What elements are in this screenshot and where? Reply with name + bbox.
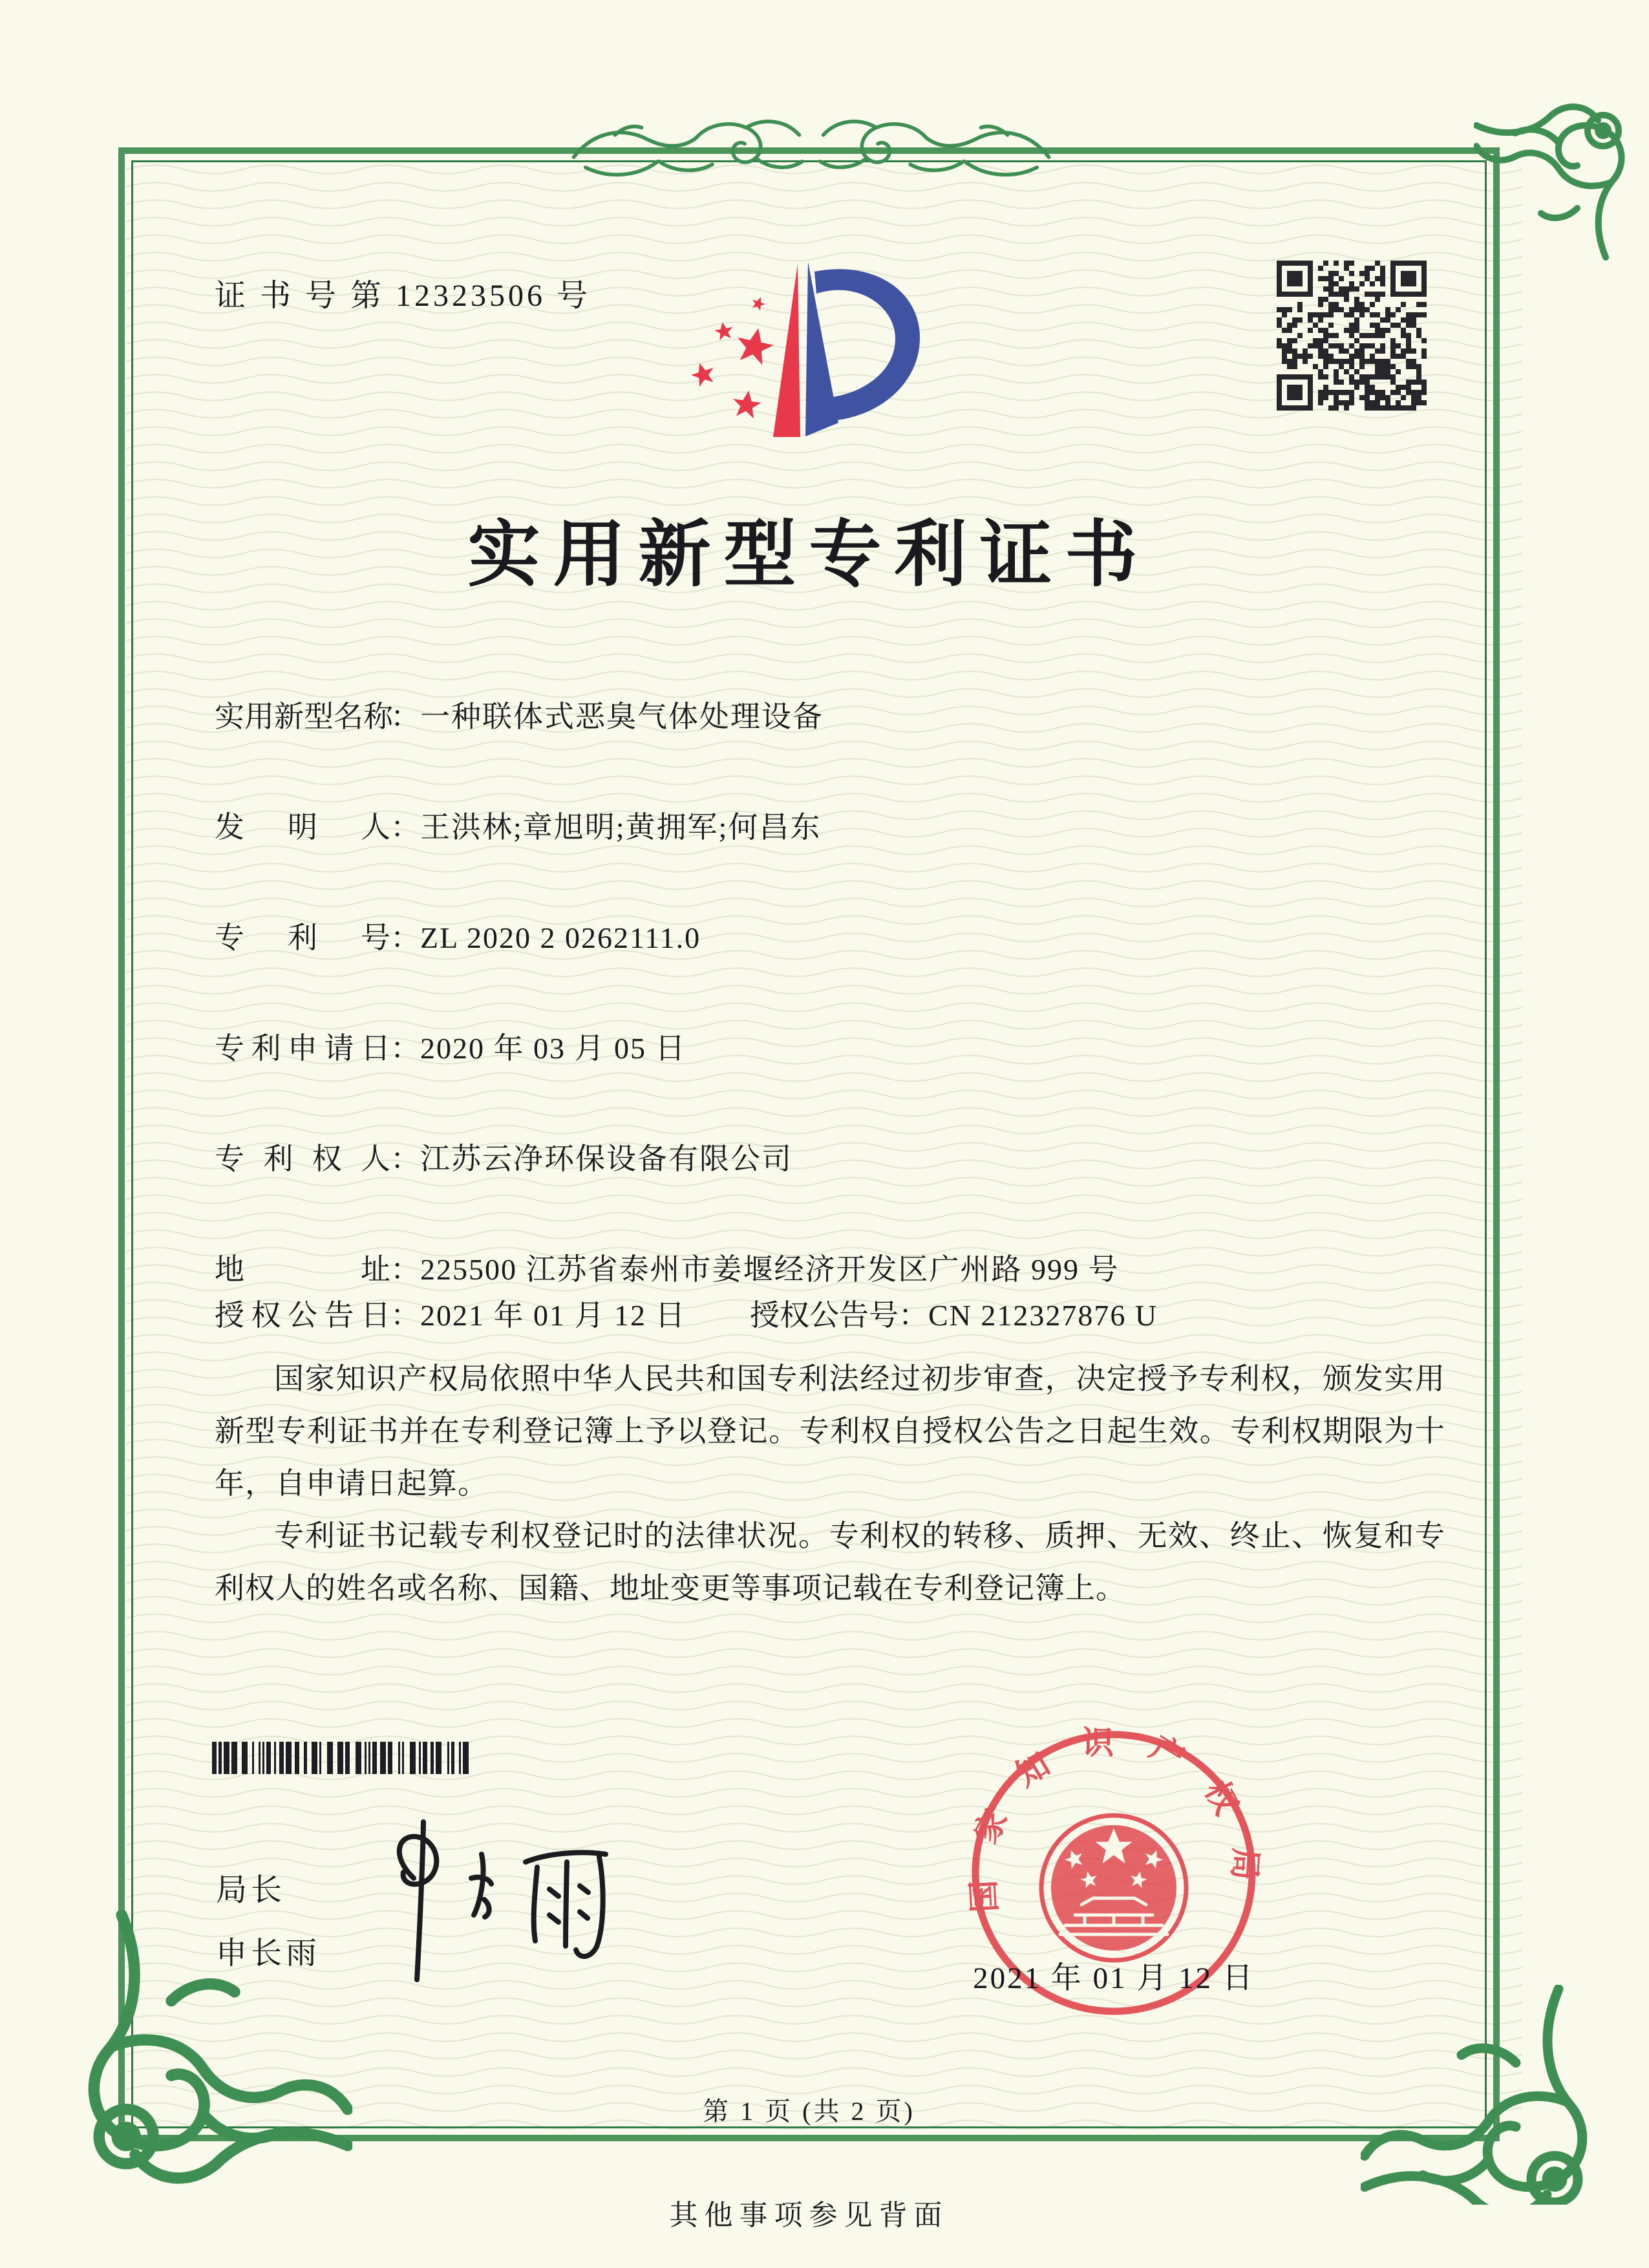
field-label: 专利申请日	[215, 1032, 390, 1065]
field-row	[215, 914, 1449, 957]
colon: ：	[390, 700, 420, 733]
field-row	[215, 1246, 1449, 1289]
page-number: 第 1 页 (共 2 页)	[703, 2097, 915, 2126]
logo-stars	[688, 295, 776, 419]
grant-date-label: 授权公告日	[215, 1299, 390, 1332]
colon: ：	[390, 1142, 420, 1175]
field-label: 专利号	[215, 921, 390, 954]
colon: ：	[390, 921, 420, 954]
top-right-corner-ornament	[1474, 97, 1629, 265]
colon: ：	[899, 1299, 928, 1332]
field-row	[215, 804, 1449, 846]
back-side-note: 其他事项参见背面	[669, 2199, 949, 2231]
seal-text: 国家知识产权局	[963, 1724, 1264, 1914]
certificate-number: 证 书 号 第 12323506 号	[215, 279, 591, 313]
field-row	[215, 1025, 1449, 1067]
colon: ：	[390, 1299, 420, 1332]
seal-date: 2021 年 01 月 12 日	[973, 1962, 1255, 1995]
grant-row	[215, 1292, 1449, 1334]
logo-red-wedge	[773, 264, 800, 437]
grant-date-value: 2021 年 01 月 12 日	[420, 1299, 686, 1332]
field-value: 王洪林;章旭明;黄拥军;何昌东	[420, 811, 822, 844]
colon: ：	[390, 811, 420, 844]
colon: ：	[390, 1253, 420, 1286]
field-label: 地址	[215, 1253, 390, 1286]
field-row	[215, 693, 1449, 736]
field-value: ZL 2020 2 0262111.0	[420, 921, 701, 954]
field-value: 2020 年 03 月 05 日	[420, 1032, 686, 1065]
notice-paragraph: 专利证书记载专利权登记时的法律状况。专利权的转移、质押、无效、终止、恢复和专利权人的姓名或名称、国籍、地址变更等事项记载在专利登记簿上。	[215, 1519, 1445, 1605]
field-value: 江苏云净环保设备有限公司	[420, 1142, 793, 1175]
grant-number-value: CN 212327876 U	[928, 1299, 1158, 1332]
field-label: 发明人	[215, 811, 390, 844]
field-row	[215, 1135, 1449, 1178]
certificate-title: 实用新型专利证书	[467, 515, 1151, 595]
qr-code	[1277, 261, 1427, 411]
notice-paragraph: 国家知识产权局依照中华人民共和国专利法经过初步审查，决定授予专利权，颁发实用新型专利证书并在专利登记簿上予以登记。专利权自授权公告之日起生效。专利权期限为十年，自申请日起算。	[215, 1362, 1445, 1500]
top-center-scroll-ornament	[566, 91, 1057, 233]
commissioner-signature	[352, 1817, 630, 2017]
field-list	[215, 693, 1449, 1356]
grant-number-label: 授权公告号	[750, 1299, 899, 1332]
colon: ：	[390, 1032, 420, 1065]
commissioner-name: 申长雨	[216, 1936, 321, 1971]
field-label: 实用新型名称	[215, 700, 393, 733]
field-value: 225500 江苏省泰州市姜堰经济开发区广州路 999 号	[420, 1253, 1120, 1286]
legal-notice	[215, 1353, 1445, 1614]
cnipa-logo-icon	[682, 253, 928, 447]
field-value: 一种联体式恶臭气体处理设备	[420, 700, 824, 733]
commissioner-title: 局长	[216, 1873, 286, 1907]
barcode	[212, 1742, 472, 1774]
field-label: 专利权人	[215, 1142, 390, 1175]
